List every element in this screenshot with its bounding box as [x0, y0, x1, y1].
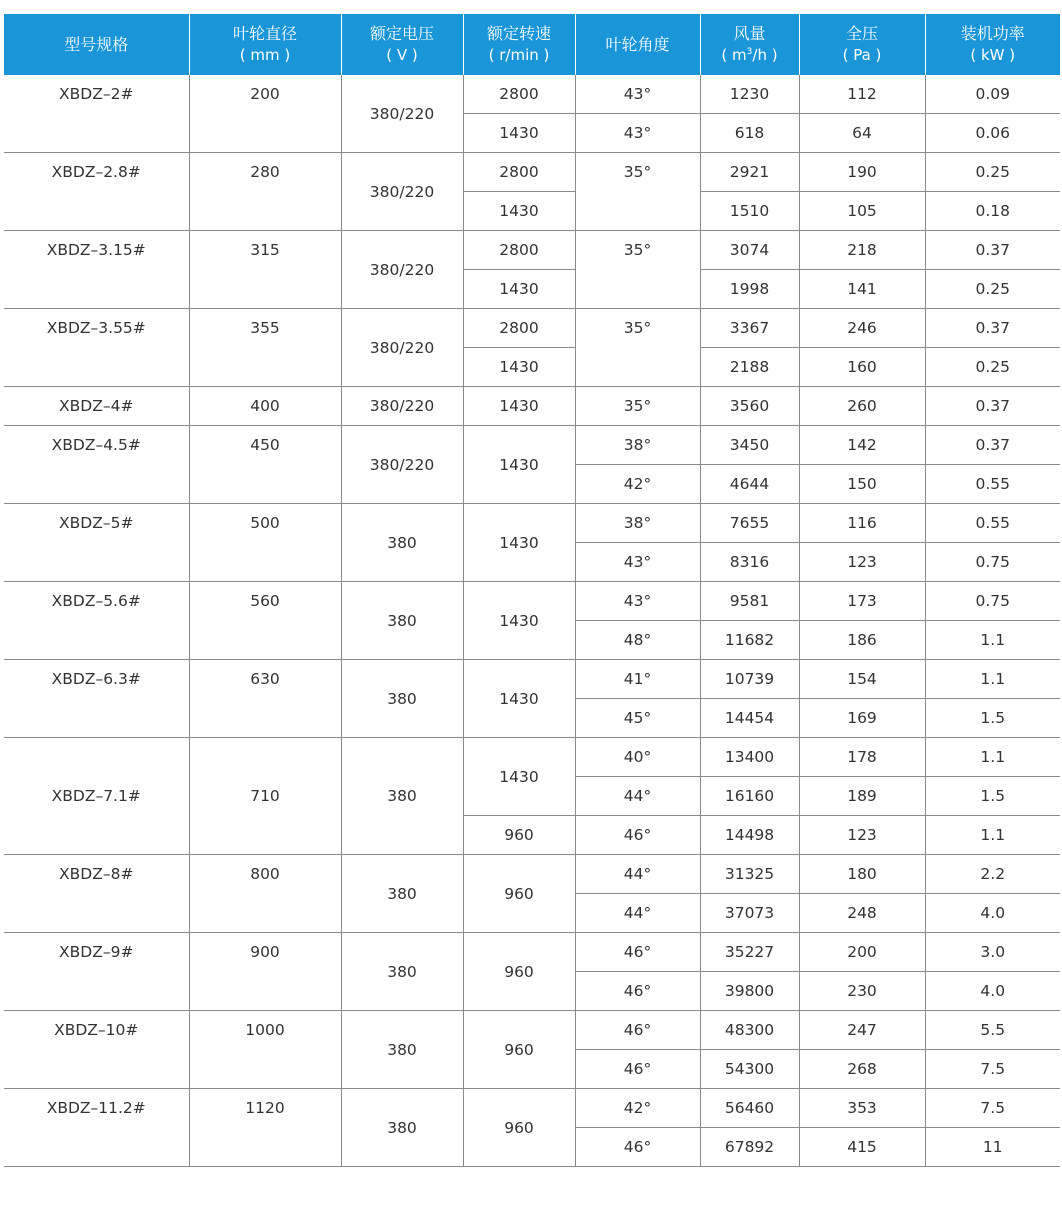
- cell-air-volume: 54300: [700, 1050, 799, 1089]
- cell-air-volume: 48300: [700, 1011, 799, 1050]
- cell-rated-voltage: 380/220: [341, 426, 463, 504]
- cell-impeller-diameter: 315: [189, 231, 341, 309]
- header-unit: ( Pa ): [842, 46, 882, 64]
- cell-installed-power: 0.55: [925, 504, 1060, 543]
- cell-air-volume: 14498: [700, 816, 799, 855]
- cell-rated-voltage: 380: [341, 1011, 463, 1089]
- cell-installed-power: 3.0: [925, 933, 1060, 972]
- cell-installed-power: 5.5: [925, 1011, 1060, 1050]
- cell-rated-voltage: 380: [341, 660, 463, 738]
- table-row: [4, 738, 1060, 777]
- cell-impeller-angle: 46°: [575, 972, 700, 1011]
- cell-impeller-diameter: 500: [189, 504, 341, 582]
- table-row: [4, 582, 1060, 621]
- cell-installed-power: 0.25: [925, 348, 1060, 387]
- cell-rated-speed: 960: [463, 1011, 575, 1089]
- cell-rated-voltage: 380: [341, 738, 463, 855]
- cell-air-volume: 618: [700, 114, 799, 153]
- table-row: [4, 75, 1060, 114]
- cell-impeller-diameter: 450: [189, 426, 341, 504]
- cell-installed-power: 0.37: [925, 426, 1060, 465]
- cell-impeller-angle: 43°: [575, 75, 700, 114]
- cell-impeller-angle: 44°: [575, 894, 700, 933]
- cell-total-pressure: 190: [799, 153, 925, 192]
- cell-installed-power: 4.0: [925, 894, 1060, 933]
- cell-rated-voltage: 380/220: [341, 309, 463, 387]
- cell-impeller-angle: 43°: [575, 543, 700, 582]
- cell-impeller-angle: 45°: [575, 699, 700, 738]
- cell-impeller-angle: 43°: [575, 114, 700, 153]
- cell-rated-speed: 960: [463, 816, 575, 855]
- cell-rated-speed: 960: [463, 1089, 575, 1167]
- header-label: 叶轮直径: [232, 24, 297, 43]
- cell-installed-power: 0.37: [925, 231, 1060, 270]
- cell-rated-voltage: 380: [341, 933, 463, 1011]
- header-unit: ( V ): [386, 46, 418, 64]
- cell-air-volume: 7655: [700, 504, 799, 543]
- cell-model: XBDZ–4#: [4, 387, 189, 426]
- cell-total-pressure: 246: [799, 309, 925, 348]
- cell-installed-power: 0.09: [925, 75, 1060, 114]
- cell-air-volume: 9581: [700, 582, 799, 621]
- cell-installed-power: 1.1: [925, 816, 1060, 855]
- cell-total-pressure: 189: [799, 777, 925, 816]
- cell-rated-speed: 1430: [463, 114, 575, 153]
- spec-table: [4, 14, 1060, 1167]
- header-unit: ( mm ): [239, 46, 291, 64]
- cell-total-pressure: 142: [799, 426, 925, 465]
- cell-total-pressure: 116: [799, 504, 925, 543]
- cell-impeller-angle: 38°: [575, 504, 700, 543]
- cell-impeller-diameter: 355: [189, 309, 341, 387]
- cell-total-pressure: 200: [799, 933, 925, 972]
- header-unit: [701, 45, 799, 66]
- cell-air-volume: 1230: [700, 75, 799, 114]
- cell-model: XBDZ–5#: [4, 504, 189, 582]
- cell-total-pressure: 218: [799, 231, 925, 270]
- cell-installed-power: 0.25: [925, 153, 1060, 192]
- cell-installed-power: 4.0: [925, 972, 1060, 1011]
- cell-rated-voltage: 380/220: [341, 231, 463, 309]
- cell-model: XBDZ–5.6#: [4, 582, 189, 660]
- cell-rated-voltage: 380/220: [341, 75, 463, 153]
- header-label: 额定电压: [369, 24, 434, 43]
- cell-model: XBDZ–2.8#: [4, 153, 189, 231]
- cell-air-volume: 16160: [700, 777, 799, 816]
- cell-model: XBDZ–3.55#: [4, 309, 189, 387]
- header-label: 装机功率: [960, 24, 1025, 43]
- cell-rated-speed: 1430: [463, 192, 575, 231]
- cell-impeller-angle: 35°: [575, 387, 700, 426]
- cell-installed-power: 1.1: [925, 738, 1060, 777]
- cell-impeller-angle: 38°: [575, 426, 700, 465]
- cell-installed-power: 0.37: [925, 309, 1060, 348]
- cell-total-pressure: 112: [799, 75, 925, 114]
- cell-installed-power: 0.75: [925, 543, 1060, 582]
- cell-impeller-angle: 46°: [575, 1011, 700, 1050]
- cell-rated-voltage: 380/220: [341, 387, 463, 426]
- cell-impeller-diameter: 630: [189, 660, 341, 738]
- cell-rated-voltage: 380: [341, 855, 463, 933]
- cell-total-pressure: 268: [799, 1050, 925, 1089]
- cell-impeller-angle: 43°: [575, 582, 700, 621]
- cell-air-volume: 2921: [700, 153, 799, 192]
- cell-air-volume: 1998: [700, 270, 799, 309]
- cell-air-volume: 14454: [700, 699, 799, 738]
- cell-rated-speed: 1430: [463, 426, 575, 504]
- cell-total-pressure: 123: [799, 816, 925, 855]
- cell-air-volume: 11682: [700, 621, 799, 660]
- cell-impeller-diameter: 800: [189, 855, 341, 933]
- cell-impeller-angle: 42°: [575, 1089, 700, 1128]
- cell-rated-voltage: 380/220: [341, 153, 463, 231]
- cell-total-pressure: 247: [799, 1011, 925, 1050]
- cell-installed-power: 1.1: [925, 660, 1060, 699]
- table-row: [4, 1089, 1060, 1128]
- cell-installed-power: 7.5: [925, 1050, 1060, 1089]
- cell-air-volume: 67892: [700, 1128, 799, 1167]
- cell-installed-power: 2.2: [925, 855, 1060, 894]
- header-unit: ( kW ): [970, 46, 1016, 64]
- cell-rated-speed: 1430: [463, 348, 575, 387]
- cell-air-volume: 35227: [700, 933, 799, 972]
- cell-total-pressure: 260: [799, 387, 925, 426]
- cell-air-volume: 3450: [700, 426, 799, 465]
- cell-model: XBDZ–11.2#: [4, 1089, 189, 1167]
- table-row: [4, 1011, 1060, 1050]
- cell-air-volume: 31325: [700, 855, 799, 894]
- cell-total-pressure: 248: [799, 894, 925, 933]
- cell-air-volume: 10739: [700, 660, 799, 699]
- cell-rated-speed: 2800: [463, 75, 575, 114]
- cell-impeller-angle: 35°: [575, 231, 700, 309]
- cell-model: XBDZ–2#: [4, 75, 189, 153]
- cell-impeller-angle: 40°: [575, 738, 700, 777]
- table-row: [4, 153, 1060, 192]
- cell-model: XBDZ–10#: [4, 1011, 189, 1089]
- cell-air-volume: 8316: [700, 543, 799, 582]
- cell-total-pressure: 154: [799, 660, 925, 699]
- cell-total-pressure: 415: [799, 1128, 925, 1167]
- cell-impeller-diameter: 280: [189, 153, 341, 231]
- header-row: [4, 14, 1060, 75]
- cell-rated-speed: 2800: [463, 309, 575, 348]
- cell-air-volume: 3560: [700, 387, 799, 426]
- cell-total-pressure: 123: [799, 543, 925, 582]
- cell-impeller-diameter: 400: [189, 387, 341, 426]
- cell-impeller-angle: 42°: [575, 465, 700, 504]
- cell-rated-speed: 2800: [463, 153, 575, 192]
- cell-impeller-diameter: 710: [189, 738, 341, 855]
- header-label: 额定转速: [486, 24, 551, 43]
- cell-air-volume: 13400: [700, 738, 799, 777]
- header-unit: ( r/min ): [488, 46, 550, 64]
- cell-rated-speed: 2800: [463, 231, 575, 270]
- table-row: [4, 933, 1060, 972]
- cell-rated-speed: 1430: [463, 660, 575, 738]
- cell-impeller-diameter: 1120: [189, 1089, 341, 1167]
- cell-impeller-diameter: 900: [189, 933, 341, 1011]
- cell-rated-voltage: 380: [341, 582, 463, 660]
- cell-rated-voltage: 380: [341, 504, 463, 582]
- cell-air-volume: 3367: [700, 309, 799, 348]
- cell-total-pressure: 173: [799, 582, 925, 621]
- cell-rated-speed: 1430: [463, 504, 575, 582]
- table-row: [4, 855, 1060, 894]
- header-label: 叶轮角度: [605, 34, 670, 54]
- cell-installed-power: 0.18: [925, 192, 1060, 231]
- header-model: [4, 14, 189, 75]
- header-label: 全压: [845, 24, 878, 43]
- cell-model: XBDZ–4.5#: [4, 426, 189, 504]
- cell-impeller-angle: 46°: [575, 816, 700, 855]
- cell-air-volume: 2188: [700, 348, 799, 387]
- cell-air-volume: 4644: [700, 465, 799, 504]
- cell-impeller-angle: 46°: [575, 1128, 700, 1167]
- cell-installed-power: 0.37: [925, 387, 1060, 426]
- cell-total-pressure: 64: [799, 114, 925, 153]
- cell-total-pressure: 141: [799, 270, 925, 309]
- cell-installed-power: 1.5: [925, 777, 1060, 816]
- header-impeller-diameter: [189, 14, 341, 75]
- cell-rated-voltage: 380: [341, 1089, 463, 1167]
- cell-impeller-angle: 44°: [575, 777, 700, 816]
- cell-total-pressure: 178: [799, 738, 925, 777]
- cell-rated-speed: 960: [463, 933, 575, 1011]
- cell-installed-power: 0.55: [925, 465, 1060, 504]
- cell-air-volume: 39800: [700, 972, 799, 1011]
- table-row: [4, 660, 1060, 699]
- cell-impeller-diameter: 560: [189, 582, 341, 660]
- cell-impeller-diameter: 200: [189, 75, 341, 153]
- header-impeller-angle: [575, 14, 700, 75]
- cell-total-pressure: 105: [799, 192, 925, 231]
- header-unit-pre: ( m: [721, 46, 747, 64]
- table-row: [4, 426, 1060, 465]
- cell-total-pressure: 230: [799, 972, 925, 1011]
- cell-total-pressure: 186: [799, 621, 925, 660]
- cell-installed-power: 1.1: [925, 621, 1060, 660]
- cell-rated-speed: 1430: [463, 738, 575, 816]
- cell-model: XBDZ–3.15#: [4, 231, 189, 309]
- cell-installed-power: 11: [925, 1128, 1060, 1167]
- header-unit-sup: 3: [746, 47, 753, 57]
- header-unit-post: /h ): [752, 46, 778, 64]
- cell-installed-power: 7.5: [925, 1089, 1060, 1128]
- cell-air-volume: 56460: [700, 1089, 799, 1128]
- cell-rated-speed: 1430: [463, 582, 575, 660]
- cell-impeller-angle: 44°: [575, 855, 700, 894]
- cell-installed-power: 1.5: [925, 699, 1060, 738]
- header-total-pressure: [799, 14, 925, 75]
- cell-impeller-angle: 46°: [575, 1050, 700, 1089]
- table-row: [4, 309, 1060, 348]
- header-label: 风量: [733, 24, 766, 43]
- table-row: [4, 231, 1060, 270]
- cell-rated-speed: 1430: [463, 270, 575, 309]
- cell-total-pressure: 160: [799, 348, 925, 387]
- cell-impeller-angle: 35°: [575, 153, 700, 231]
- cell-impeller-angle: 41°: [575, 660, 700, 699]
- cell-installed-power: 0.25: [925, 270, 1060, 309]
- header-rated-speed: [463, 14, 575, 75]
- cell-air-volume: 1510: [700, 192, 799, 231]
- cell-impeller-angle: 46°: [575, 933, 700, 972]
- cell-impeller-angle: 35°: [575, 309, 700, 387]
- cell-model: XBDZ–7.1#: [4, 738, 189, 855]
- cell-air-volume: 3074: [700, 231, 799, 270]
- table-row: [4, 387, 1060, 426]
- cell-rated-speed: 960: [463, 855, 575, 933]
- cell-model: XBDZ–8#: [4, 855, 189, 933]
- header-label: 型号规格: [64, 34, 129, 54]
- cell-installed-power: 0.06: [925, 114, 1060, 153]
- header-installed-power: [925, 14, 1060, 75]
- spec-table-body: [4, 75, 1060, 1167]
- table-row: [4, 504, 1060, 543]
- header-air-volume: [700, 14, 799, 75]
- cell-total-pressure: 180: [799, 855, 925, 894]
- cell-total-pressure: 150: [799, 465, 925, 504]
- cell-air-volume: 37073: [700, 894, 799, 933]
- cell-model: XBDZ–6.3#: [4, 660, 189, 738]
- cell-model: XBDZ–9#: [4, 933, 189, 1011]
- cell-rated-speed: 1430: [463, 387, 575, 426]
- cell-impeller-diameter: 1000: [189, 1011, 341, 1089]
- cell-total-pressure: 169: [799, 699, 925, 738]
- cell-total-pressure: 353: [799, 1089, 925, 1128]
- header-rated-voltage: [341, 14, 463, 75]
- cell-impeller-angle: 48°: [575, 621, 700, 660]
- cell-installed-power: 0.75: [925, 582, 1060, 621]
